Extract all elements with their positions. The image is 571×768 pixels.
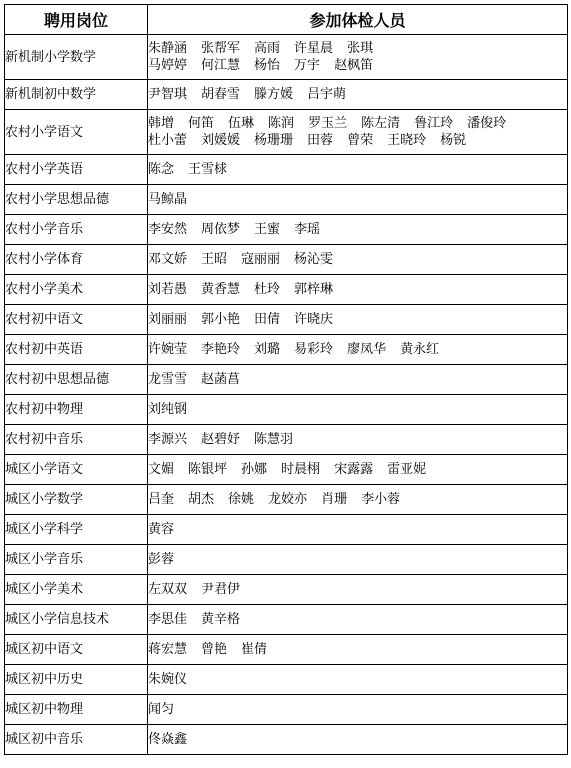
person-name: 龙雪雪	[148, 372, 188, 387]
person-name: 雷亚妮	[387, 462, 427, 477]
post-cell: 城区小学语文	[5, 455, 148, 485]
names-cell	[148, 725, 568, 755]
person-name: 陈念	[148, 162, 175, 177]
table-row	[5, 275, 568, 305]
person-name: 蒋宏慧	[148, 642, 188, 657]
names-line	[148, 431, 567, 448]
names-cell	[148, 695, 568, 725]
person-name: 李源兴	[148, 432, 188, 447]
person-name: 陈慧羽	[254, 432, 294, 447]
person-name: 李思佳	[148, 612, 188, 627]
person-name: 孙娜	[241, 462, 268, 477]
table-row	[5, 455, 568, 485]
names-cell	[148, 605, 568, 635]
post-cell: 农村小学音乐	[5, 215, 148, 245]
person-name: 刘若愚	[148, 282, 188, 297]
table-row	[5, 725, 568, 755]
person-name: 刘媛媛	[201, 133, 241, 148]
table-row	[5, 395, 568, 425]
post-cell: 城区初中历史	[5, 665, 148, 695]
person-name: 杨沁雯	[294, 252, 334, 267]
table-row	[5, 515, 568, 545]
table-row	[5, 605, 568, 635]
person-name: 何笛	[188, 116, 215, 131]
names-line	[148, 521, 567, 538]
names-cell	[148, 35, 568, 80]
person-name: 郭小艳	[201, 312, 241, 327]
post-cell: 农村初中语文	[5, 305, 148, 335]
person-name: 许晓庆	[294, 312, 334, 327]
names-cell	[148, 275, 568, 305]
person-name: 胡春雪	[201, 87, 241, 102]
person-name: 刘璐	[254, 342, 281, 357]
person-name: 赵菡菖	[201, 372, 241, 387]
names-line	[148, 671, 567, 688]
names-cell	[148, 635, 568, 665]
post-cell: 农村初中物理	[5, 395, 148, 425]
person-name: 崔倩	[241, 642, 268, 657]
names-line	[148, 701, 567, 718]
person-name: 刘丽丽	[148, 312, 188, 327]
post-cell: 农村小学思想品德	[5, 185, 148, 215]
person-name: 易彩玲	[294, 342, 334, 357]
table-row	[5, 575, 568, 605]
names-cell	[148, 185, 568, 215]
person-name: 彭蓉	[148, 552, 175, 567]
post-cell: 城区小学科学	[5, 515, 148, 545]
person-name: 许婉莹	[148, 342, 188, 357]
names-line	[148, 731, 567, 748]
names-cell	[148, 545, 568, 575]
person-name: 罗玉兰	[308, 116, 348, 131]
person-name: 李小蓉	[361, 492, 401, 507]
table-row	[5, 155, 568, 185]
person-name: 杨珊珊	[254, 133, 294, 148]
names-line	[148, 641, 567, 658]
person-name: 杜小蕾	[148, 133, 188, 148]
person-name: 尹君伊	[201, 582, 241, 597]
table-row	[5, 110, 568, 155]
names-line	[148, 401, 567, 418]
person-name: 许星晨	[294, 41, 334, 56]
names-line	[148, 221, 567, 238]
person-name: 陈润	[268, 116, 295, 131]
roster-body	[5, 35, 568, 755]
names-line	[148, 551, 567, 568]
person-name: 黄香慧	[201, 282, 241, 297]
names-line	[148, 132, 567, 149]
person-name: 陈银坪	[188, 462, 228, 477]
post-cell: 农村小学美术	[5, 275, 148, 305]
person-name: 李安然	[148, 222, 188, 237]
names-line	[148, 251, 567, 268]
person-name: 徐姚	[228, 492, 255, 507]
person-name: 马鲸晶	[148, 192, 188, 207]
person-name: 文媚	[148, 462, 175, 477]
names-line	[148, 86, 567, 103]
names-line	[148, 191, 567, 208]
names-line	[148, 115, 567, 132]
table-row	[5, 365, 568, 395]
person-name: 伍琳	[228, 116, 255, 131]
table-row	[5, 545, 568, 575]
names-line	[148, 491, 567, 508]
person-name: 万宇	[294, 58, 321, 73]
person-name: 王雪梂	[188, 162, 228, 177]
person-name: 曾艳	[201, 642, 228, 657]
names-line	[148, 461, 567, 478]
names-cell	[148, 365, 568, 395]
names-cell	[148, 485, 568, 515]
person-name: 田蓉	[307, 133, 334, 148]
person-name: 黄容	[148, 522, 175, 537]
post-cell: 农村小学体育	[5, 245, 148, 275]
names-cell	[148, 515, 568, 545]
post-cell: 城区初中物理	[5, 695, 148, 725]
table-row	[5, 185, 568, 215]
person-name: 尹智琪	[148, 87, 188, 102]
person-name: 左双双	[148, 582, 188, 597]
names-cell	[148, 455, 568, 485]
post-cell: 农村初中思想品德	[5, 365, 148, 395]
table-row	[5, 425, 568, 455]
person-name: 鲁江玲	[414, 116, 454, 131]
person-name: 何江慧	[201, 58, 241, 73]
person-name: 闻匀	[148, 702, 175, 717]
person-name: 田倩	[254, 312, 281, 327]
post-cell: 农村初中英语	[5, 335, 148, 365]
names-line	[148, 371, 567, 388]
person-name: 王蜜	[254, 222, 281, 237]
person-name: 韩增	[148, 116, 175, 131]
person-name: 廖凤华	[347, 342, 387, 357]
post-cell: 农村小学英语	[5, 155, 148, 185]
person-name: 曾荣	[347, 133, 374, 148]
names-line	[148, 40, 567, 57]
table-row	[5, 245, 568, 275]
names-cell	[148, 215, 568, 245]
person-name: 滕方媛	[254, 87, 294, 102]
person-name: 周依梦	[201, 222, 241, 237]
table-row	[5, 215, 568, 245]
person-name: 潘俊玲	[467, 116, 507, 131]
names-cell	[148, 245, 568, 275]
names-cell	[148, 665, 568, 695]
post-cell: 城区初中语文	[5, 635, 148, 665]
names-line	[148, 161, 567, 178]
names-cell	[148, 425, 568, 455]
post-cell: 农村初中音乐	[5, 425, 148, 455]
names-line	[148, 611, 567, 628]
names-line	[148, 341, 567, 358]
post-cell: 新机制小学数学	[5, 35, 148, 80]
person-name: 宋露露	[334, 462, 374, 477]
post-cell: 农村小学语文	[5, 110, 148, 155]
table-row	[5, 80, 568, 110]
post-cell: 新机制初中数学	[5, 80, 148, 110]
person-name: 佟焱鑫	[148, 732, 188, 747]
person-name: 李艳玲	[201, 342, 241, 357]
header-row	[5, 5, 568, 35]
table-row	[5, 305, 568, 335]
table-row	[5, 635, 568, 665]
person-name: 黄辛格	[201, 612, 241, 627]
table-row	[5, 665, 568, 695]
names-cell	[148, 305, 568, 335]
table-row	[5, 335, 568, 365]
header-people: 参加体检人员	[148, 5, 568, 35]
person-name: 时晨栩	[281, 462, 321, 477]
person-name: 王晓玲	[387, 133, 427, 148]
person-name: 寇丽丽	[241, 252, 281, 267]
names-cell	[148, 155, 568, 185]
names-cell	[148, 110, 568, 155]
table-row	[5, 695, 568, 725]
post-cell: 城区小学音乐	[5, 545, 148, 575]
table-row	[5, 35, 568, 80]
post-cell: 城区初中音乐	[5, 725, 148, 755]
person-name: 黄永红	[400, 342, 440, 357]
post-cell: 城区小学数学	[5, 485, 148, 515]
person-name: 张帮军	[201, 41, 241, 56]
person-name: 杨锐	[440, 133, 467, 148]
person-name: 杜玲	[254, 282, 281, 297]
person-name: 郭梓琳	[294, 282, 334, 297]
names-cell	[148, 80, 568, 110]
post-cell: 城区小学信息技术	[5, 605, 148, 635]
names-line	[148, 57, 567, 74]
person-name: 高雨	[254, 41, 281, 56]
table-row	[5, 485, 568, 515]
person-name: 肖珊	[321, 492, 348, 507]
person-name: 王昭	[201, 252, 228, 267]
person-name: 朱婉仪	[148, 672, 188, 687]
names-cell	[148, 395, 568, 425]
person-name: 吕宇萌	[307, 87, 347, 102]
person-name: 李瑶	[294, 222, 321, 237]
names-cell	[148, 575, 568, 605]
header-post: 聘用岗位	[5, 5, 148, 35]
names-cell	[148, 335, 568, 365]
person-name: 朱静涵	[148, 41, 188, 56]
person-name: 赵枫笛	[334, 58, 374, 73]
names-line	[148, 311, 567, 328]
person-name: 张琪	[347, 41, 374, 56]
person-name: 陈左清	[361, 116, 401, 131]
person-name: 吕奎	[148, 492, 175, 507]
names-line	[148, 281, 567, 298]
post-cell: 城区小学美术	[5, 575, 148, 605]
person-name: 胡杰	[188, 492, 215, 507]
person-name: 刘纯钢	[148, 402, 188, 417]
exam-roster-table	[4, 4, 568, 755]
person-name: 马婷婷	[148, 58, 188, 73]
names-line	[148, 581, 567, 598]
person-name: 邓文娇	[148, 252, 188, 267]
person-name: 杨怡	[254, 58, 281, 73]
person-name: 赵碧妤	[201, 432, 241, 447]
person-name: 龙姣亦	[268, 492, 308, 507]
